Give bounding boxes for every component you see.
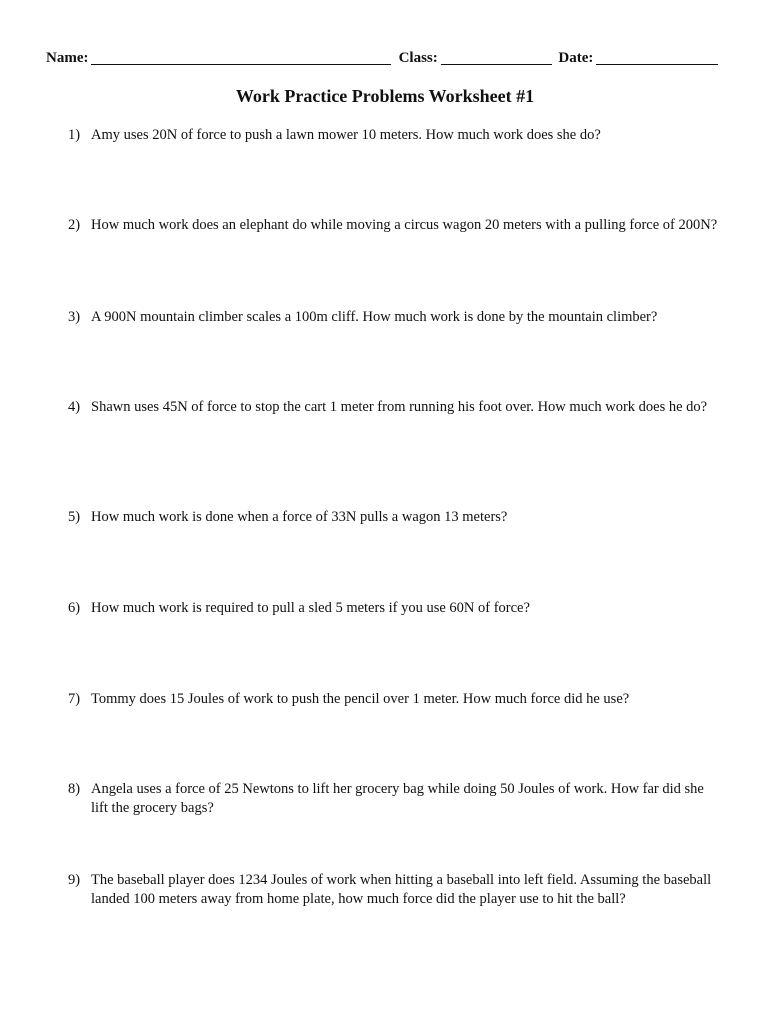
question-number: 2) [68, 217, 81, 233]
question-text: The baseball player does 1234 Joules of work when hitting a baseball into left field. Assuming the baseball landed 100 meters away from home plate, how much force did the player use to hit the ball? [91, 872, 712, 907]
question-4 [68, 398, 724, 417]
question-text: Tommy does 15 Joules of work to push the pencil over 1 meter. How much force did he use? [91, 691, 630, 707]
name-label: Name: [46, 50, 89, 66]
date-label: Date: [558, 50, 594, 66]
question-number: 1) [68, 127, 81, 143]
question-8 [68, 780, 724, 818]
question-3 [68, 308, 724, 327]
question-5 [68, 508, 724, 527]
question-6 [68, 599, 724, 618]
question-number: 9) [68, 872, 81, 888]
question-number: 5) [68, 509, 81, 525]
question-text: How much work does an elephant do while moving a circus wagon 20 meters with a pulling force of 200N? [91, 217, 718, 233]
question-1 [68, 126, 724, 145]
question-number: 4) [68, 399, 81, 415]
class-label: Class: [398, 50, 438, 66]
question-number: 3) [68, 309, 81, 325]
worksheet-title: Work Practice Problems Worksheet #1 [235, 86, 535, 106]
question-number: 7) [68, 691, 81, 707]
question-text: A 900N mountain climber scales a 100m cliff. How much work is done by the mountain climber? [91, 309, 658, 325]
class-blank [441, 48, 553, 65]
question-text: Angela uses a force of 25 Newtons to lift her grocery bag while doing 50 Joules of work. How far did she lift the grocery bags? [91, 781, 704, 816]
worksheet-header [46, 45, 718, 67]
date-blank [596, 48, 718, 65]
question-2 [68, 216, 724, 235]
question-number: 6) [68, 600, 81, 616]
question-text: Amy uses 20N of force to push a lawn mower 10 meters. How much work does she do? [91, 127, 601, 143]
question-text: Shawn uses 45N of force to stop the cart 1 meter from running his foot over. How much work does he do? [91, 399, 708, 415]
name-blank [91, 48, 390, 65]
question-number: 8) [68, 781, 81, 797]
question-text: How much work is required to pull a sled 5 meters if you use 60N of force? [91, 600, 530, 616]
question-9 [68, 871, 724, 909]
question-text: How much work is done when a force of 33N pulls a wagon 13 meters? [91, 509, 508, 525]
question-7 [68, 690, 724, 709]
